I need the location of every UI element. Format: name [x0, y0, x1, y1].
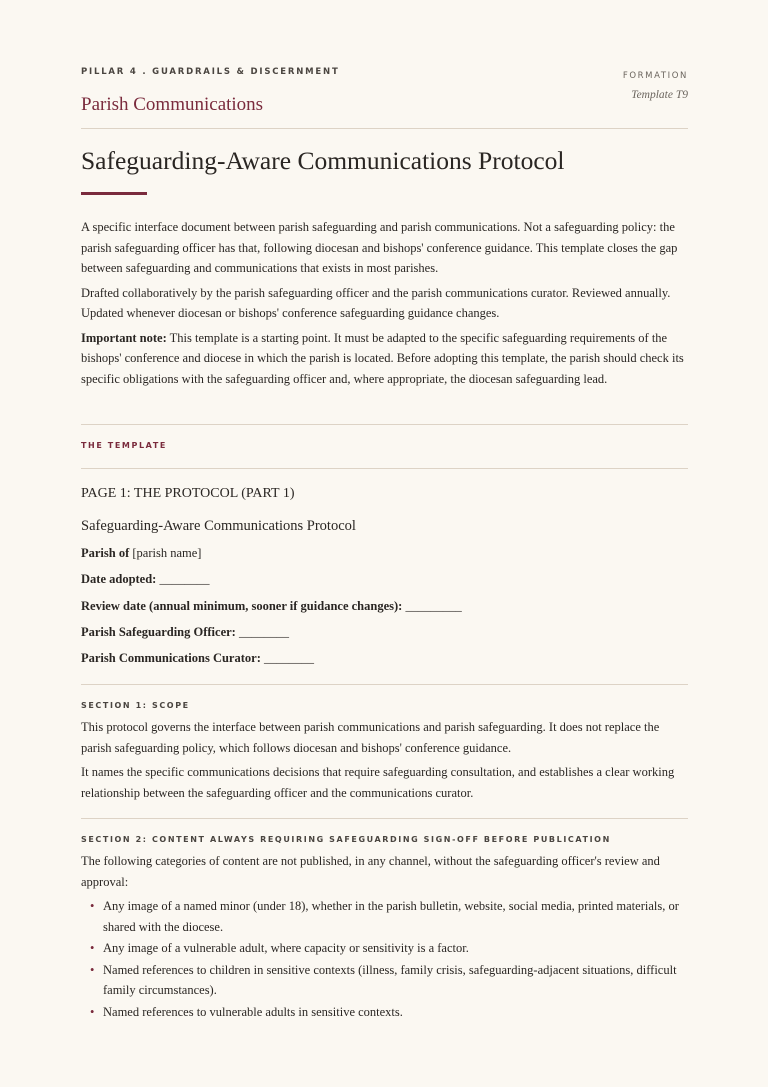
field-review-blank: _________ [402, 599, 462, 613]
category-label: FORMATION [622, 71, 688, 81]
section2-list [81, 896, 691, 1022]
section1-label: SECTION 1: SCOPE [81, 701, 190, 710]
field-parish-label: Parish of [81, 546, 130, 560]
important-note-text: This template is a starting point. It must be adapted to the specific safeguarding requirements of the bishops' conference and diocese in which the parish is located. Before adopting this template, the parish should check its specific obligations with the safeguarding officer and, where appropriate, the diocesan safeguarding lead. [81, 330, 684, 386]
field-review-label: Review date (annual minimum, sooner if guidance changes): [81, 599, 403, 613]
important-note-label: Important note: [81, 330, 167, 345]
field-communications-curator [81, 651, 314, 666]
field-officer-label: Parish Safeguarding Officer: [81, 625, 236, 639]
field-curator-label: Parish Communications Curator: [81, 651, 261, 665]
section2-label: SECTION 2: CONTENT ALWAYS REQUIRING SAFEGUARDING SIGN-OFF BEFORE PUBLICATION [81, 835, 611, 844]
field-curator-blank: ________ [260, 651, 314, 665]
pillar-eyebrow: PILLAR 4 . GUARDRAILS & DISCERNMENT [81, 67, 340, 77]
field-parish-value: [parish name] [129, 546, 202, 560]
intro-paragraph-1: A specific interface document between parish safeguarding and parish communications. Not a safeguarding policy: the parish safeguarding officer has that, following diocesan and bishops' conference guidance. This template closes the gap between safeguarding and communications that exists in most parishes. [81, 220, 678, 275]
list-item: • Any image of a vulnerable adult, where capacity or sensitivity is a factor. [81, 938, 691, 959]
template-divider-bottom [81, 468, 688, 469]
field-review-date [81, 599, 462, 614]
section1-paragraph-2: It names the specific communications decisions that require safeguarding consultation, and establishes a clear working relationship between the safeguarding officer and the communications curator. [81, 765, 675, 800]
field-officer-blank: ________ [235, 625, 289, 639]
field-date-blank: ________ [156, 572, 210, 586]
title-accent-bar [81, 192, 147, 195]
page-heading: PAGE 1: THE PROTOCOL (PART 1) [81, 486, 295, 501]
list-item: • Named references to children in sensitive contexts (illness, family crisis, safeguarding-adjacent situations, difficult family circumstances). [81, 960, 691, 1001]
protocol-title: Safeguarding-Aware Communications Protocol [81, 518, 356, 534]
section2-body [81, 851, 691, 1023]
field-date-label: Date adopted: [81, 572, 157, 586]
header-divider [81, 128, 688, 129]
section1-body [81, 717, 691, 807]
list-item: • Any image of a named minor (under 18), whether in the parish bulletin, website, social media, printed materials, or shared with the diocese. [81, 896, 691, 937]
series-title: Parish Communications [81, 94, 264, 115]
section2-intro: The following categories of content are not published, in any channel, without the safeguarding officer's review and approval: [81, 854, 660, 889]
page-title: Safeguarding-Aware Communications Protocol [81, 146, 565, 175]
section2-divider [81, 818, 688, 819]
field-parish [81, 546, 201, 561]
section1-divider [81, 684, 688, 685]
section1-paragraph-1: This protocol governs the interface between parish communications and parish safeguarding. It does not replace the parish safeguarding policy, which follows diocesan and bishops' conference guidance. [81, 720, 660, 755]
template-divider-top [81, 424, 688, 425]
field-safeguarding-officer [81, 625, 289, 640]
list-item: • Named references to vulnerable adults in sensitive contexts. [81, 1002, 691, 1023]
field-date-adopted [81, 572, 209, 587]
important-note [81, 328, 691, 390]
intro-paragraph-2: Drafted collaboratively by the parish safeguarding officer and the parish communications curator. Reviewed annually. Updated whenever diocesan or bishops' conference safeguarding guidance changes. [81, 285, 671, 320]
template-id: Template T9 [631, 89, 688, 101]
template-label: THE TEMPLATE [81, 441, 167, 450]
intro-block [81, 217, 691, 393]
